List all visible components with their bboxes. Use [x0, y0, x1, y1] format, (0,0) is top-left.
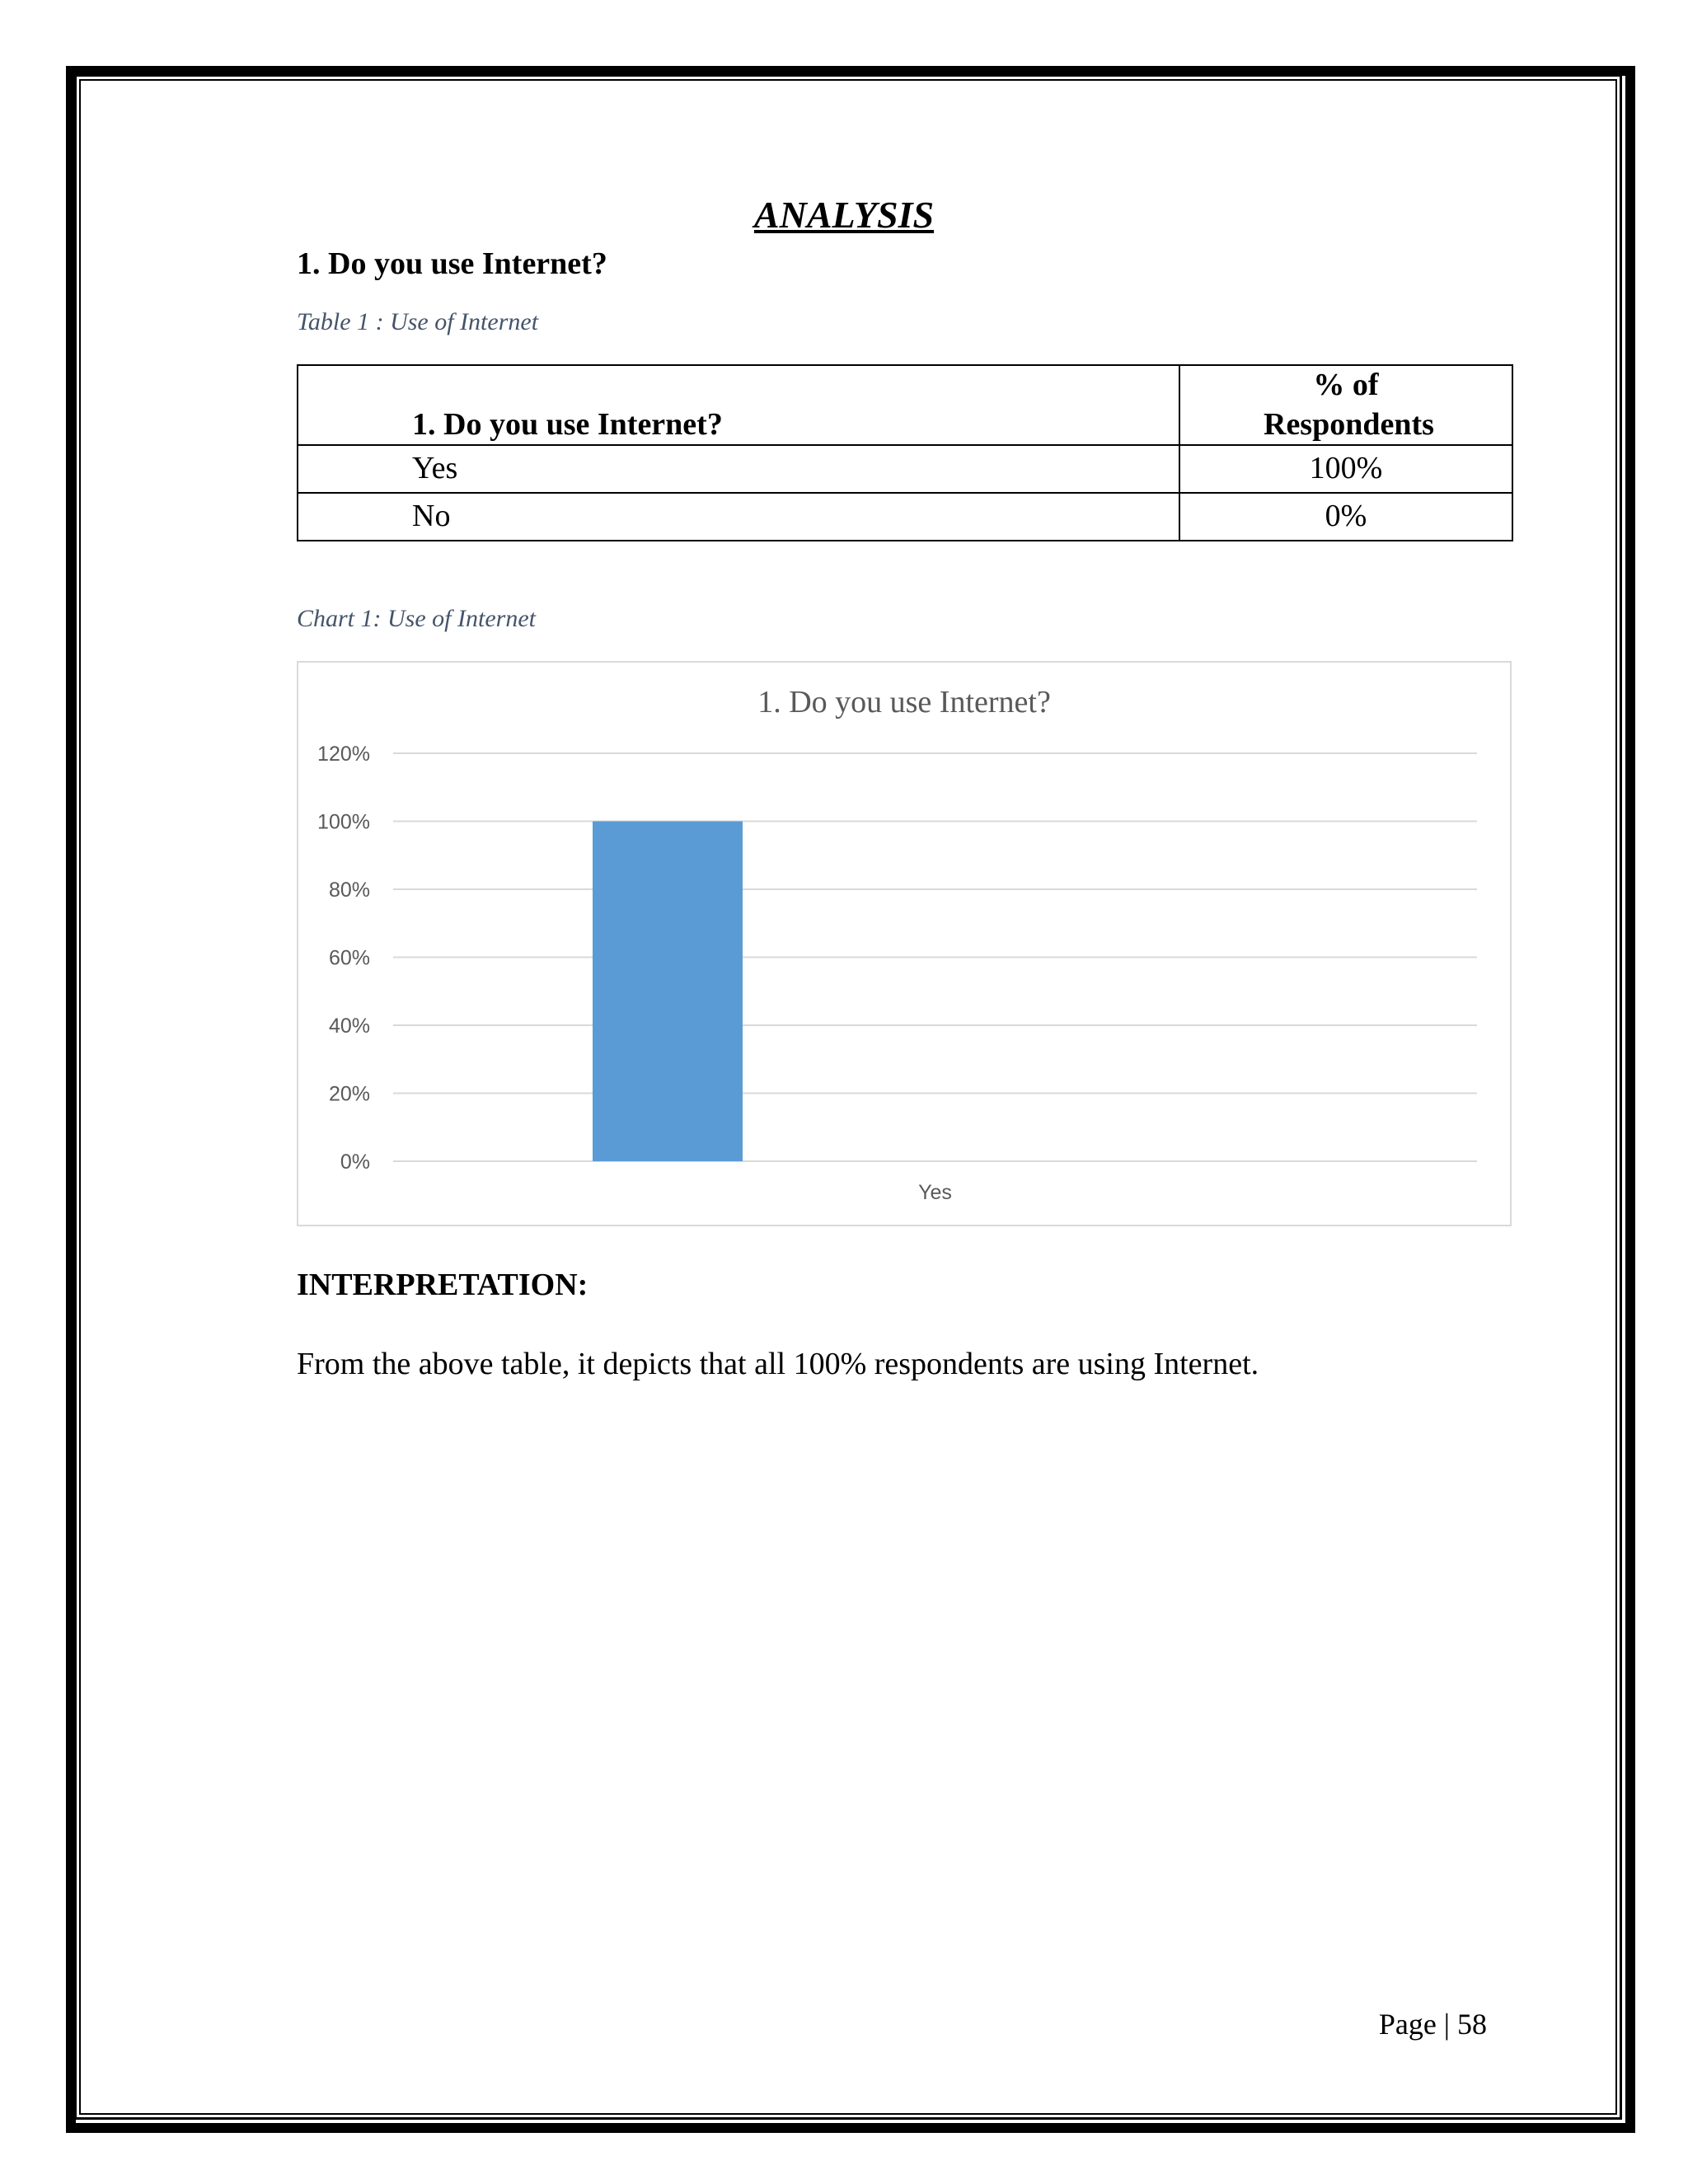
chart-y-tick-label: 100%: [317, 810, 370, 834]
chart-container: [297, 661, 1512, 1226]
chart-title: 1. Do you use Internet?: [757, 685, 1051, 719]
question-heading: 1. Do you use Internet?: [297, 246, 607, 281]
table-cell-label: No: [298, 493, 1179, 541]
table-header-row: [298, 365, 1512, 445]
chart-y-tick-label: 0%: [340, 1151, 370, 1174]
table-header-percent-text: % of Respondents: [1264, 368, 1434, 442]
table-header-question: 1. Do you use Internet?: [298, 365, 1179, 445]
chart-y-tick-label: 40%: [328, 1015, 370, 1038]
interpretation-heading: INTERPRETATION:: [297, 1268, 588, 1302]
table-row: [298, 445, 1512, 493]
table-row: [298, 493, 1512, 541]
table-cell-value: 0%: [1179, 493, 1512, 541]
bar-chart: [298, 663, 1510, 1225]
chart-bar: [593, 822, 743, 1162]
chart-y-tick-label: 60%: [328, 946, 370, 970]
chart-caption: Chart 1: Use of Internet: [297, 605, 536, 632]
chart-y-tick-label: 120%: [317, 743, 370, 766]
chart-y-tick-label: 80%: [328, 879, 370, 902]
interpretation-text: From the above table, it depicts that all 100% respondents are using Internet.: [297, 1347, 1259, 1381]
chart-x-tick-label: Yes: [918, 1181, 952, 1204]
table-caption: Table 1 : Use of Internet: [297, 308, 539, 335]
page-number: Page | 58: [1378, 2008, 1487, 2041]
page-title: ANALYSIS: [753, 194, 935, 236]
data-table: [297, 364, 1513, 541]
table-cell-label: Yes: [298, 445, 1179, 493]
chart-y-tick-label: 20%: [328, 1082, 370, 1106]
table-cell-value: 100%: [1179, 445, 1512, 493]
table-header-percent: [1179, 365, 1512, 445]
